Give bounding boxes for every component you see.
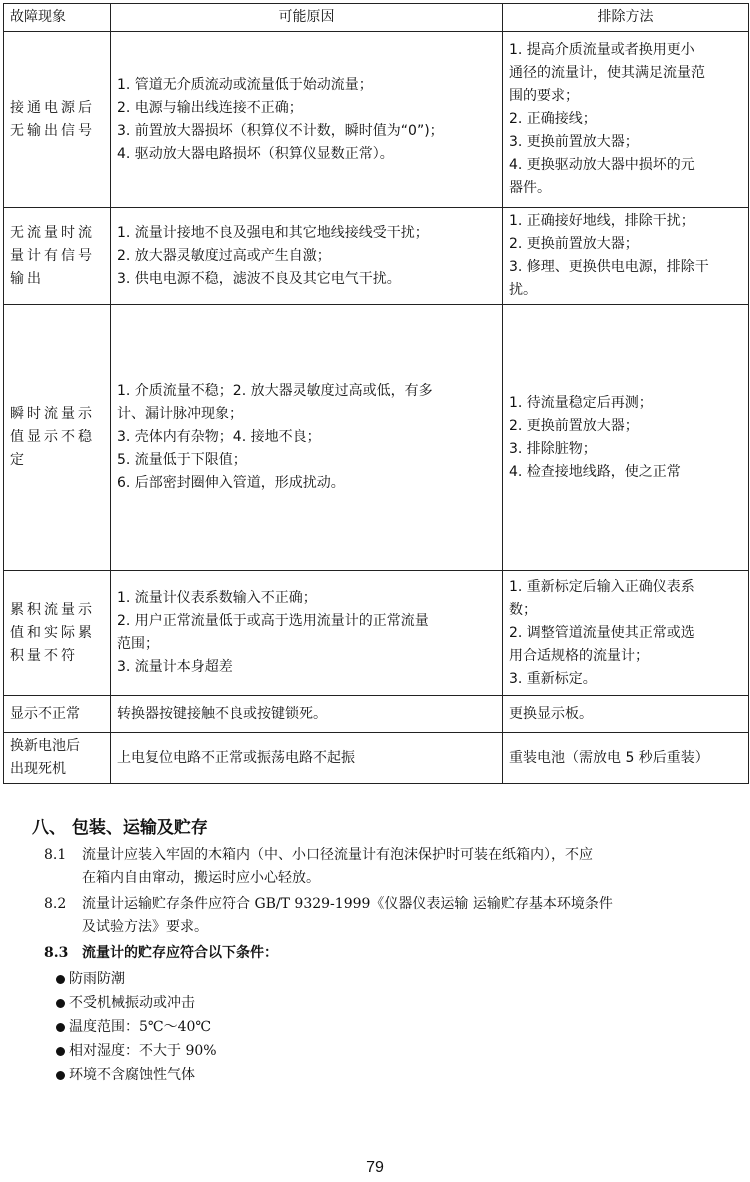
fix-cell: 更换显示板。 bbox=[503, 696, 749, 733]
cause-cell: 1. 流量计仪表系数输入不正确； 2. 用户正常流量低于或高于选用流量计的正常流量 范围； 3. 流量计本身超差 bbox=[111, 571, 503, 696]
symptom-cell: 累积流量示 值和实际累 积量不符 bbox=[4, 571, 111, 696]
fix-cell: 1. 正确接好地线，排除干扰； 2. 更换前置放大器； 3. 修理、更换供电电源，排除干 扰。 bbox=[503, 208, 749, 305]
bullet-icon bbox=[56, 975, 65, 984]
bullet-icon bbox=[56, 1071, 65, 1080]
symptom-cell: 接通电源后 无输出信号 bbox=[4, 32, 111, 208]
section-item: 8.1 流量计应装入牢固的木箱内（中、小口径流量计有泡沫保护时可装在纸箱内），不应 在箱内自由窜动，搬运时应小心轻放。 bbox=[32, 844, 732, 890]
fix-cell: 1. 提高介质流量或者换用更小 通径的流量计，使其满足流量范 围的要求； 2. 正确接线； 3. 更换前置放大器； 4. 更换驱动放大器中损坏的元 器件。 bbox=[503, 32, 749, 208]
item-number: 8.1 bbox=[44, 847, 67, 863]
list-item: 环境不含腐蚀性气体 bbox=[32, 1063, 732, 1087]
cause-cell: 1. 管道无介质流动或流量低于始动流量； 2. 电源与输出线连接不正确； 3. 前置放大器损坏（积算仪不计数，瞬时值为“0”)； 4. 驱动放大器电路损坏（积算仪显数正常）。 bbox=[111, 32, 503, 208]
item-number: 8.2 bbox=[44, 896, 67, 912]
list-item: 相对湿度：不大于 90% bbox=[32, 1039, 732, 1063]
cause-cell: 1. 流量计接地不良及强电和其它地线接线受干扰； 2. 放大器灵敏度过高或产生自激； 3. 供电电源不稳，滤波不良及其它电气干扰。 bbox=[111, 208, 503, 305]
list-item: 不受机械振动或冲击 bbox=[32, 991, 732, 1015]
bullet-icon bbox=[56, 999, 65, 1008]
header-symptom: 故障现象 bbox=[4, 4, 111, 32]
cause-cell: 上电复位电路不正常或振荡电路不起振 bbox=[111, 733, 503, 784]
troubleshooting-table bbox=[3, 3, 749, 784]
cause-cell: 转换器按键接触不良或按键锁死。 bbox=[111, 696, 503, 733]
list-item: 防雨防潮 bbox=[32, 967, 732, 991]
symptom-cell: 换新电池后 出现死机 bbox=[4, 733, 111, 784]
fix-cell: 1. 待流量稳定后再测； 2. 更换前置放大器； 3. 排除脏物； 4. 检查接地线路，使之正常 bbox=[503, 305, 749, 571]
fix-cell: 1. 重新标定后输入正确仪表系 数； 2. 调整管道流量使其正常或选 用合适规格的流量计； 3. 重新标定。 bbox=[503, 571, 749, 696]
section-item: 8.3 流量计的贮存应符合以下条件： bbox=[32, 942, 732, 965]
cause-cell: 1. 介质流量不稳；2. 放大器灵敏度过高或低，有多 计、漏计脉冲现象； 3. 壳体内有杂物；4. 接地不良； 5. 流量低于下限值； 6. 后部密封圈伸入管道，形成扰动。 bbox=[111, 305, 503, 571]
storage-conditions-list bbox=[32, 967, 732, 1087]
packaging-section bbox=[32, 815, 732, 1087]
section-item: 8.2 流量计运输贮存条件应符合 GB/T 9329-1999《仪器仪表运输 运输贮存基本环境条件 及试验方法》要求。 bbox=[32, 893, 732, 939]
table-header-row bbox=[4, 4, 749, 32]
table-row bbox=[4, 696, 749, 733]
bullet-icon bbox=[56, 1047, 65, 1056]
bullet-icon bbox=[56, 1023, 65, 1032]
table-row bbox=[4, 571, 749, 696]
table-row bbox=[4, 208, 749, 305]
table-row bbox=[4, 305, 749, 571]
section-title: 八、 包装、运输及贮存 bbox=[32, 818, 208, 838]
table-row bbox=[4, 733, 749, 784]
fix-cell: 重装电池（需放电 5 秒后重装） bbox=[503, 733, 749, 784]
symptom-cell: 瞬时流量示 值显示不稳 定 bbox=[4, 305, 111, 571]
list-item: 温度范围：5℃～40℃ bbox=[32, 1015, 732, 1039]
symptom-cell: 无流量时流 量计有信号 输出 bbox=[4, 208, 111, 305]
page-number: 79 bbox=[366, 1159, 384, 1176]
table-row bbox=[4, 32, 749, 208]
header-cause: 可能原因 bbox=[111, 4, 503, 32]
symptom-cell: 显示不正常 bbox=[4, 696, 111, 733]
header-fix: 排除方法 bbox=[503, 4, 749, 32]
item-number: 8.3 bbox=[44, 945, 69, 961]
